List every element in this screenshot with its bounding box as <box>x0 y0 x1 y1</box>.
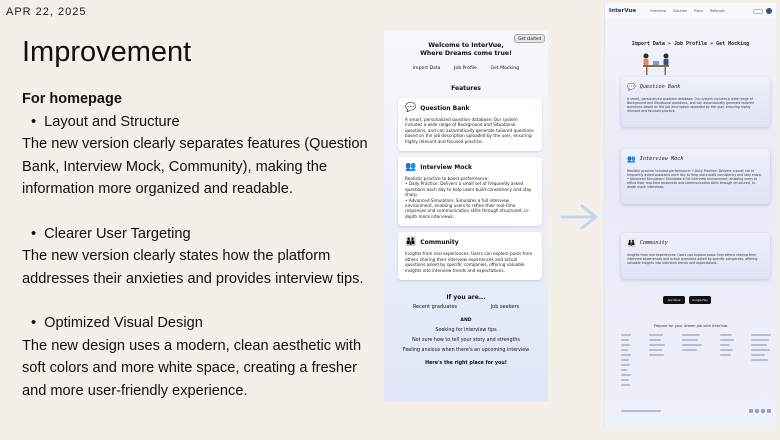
old-card-title: Community <box>420 238 459 246</box>
card-line: • Daily Practice: Delivers a small set of frequently asked questions each day to help users build consistency and stay sharp. <box>405 181 532 198</box>
new-card-title: Interview Mock <box>639 156 684 162</box>
card-line: A smart, personalized question database: Our system includes a wide range of Background and Situational questions, and can automatically generate tailored questions based on the job description uploaded by the user, ensuring highly relevant and focused practice. <box>405 117 534 144</box>
audience-graduates: Recent graduates <box>412 303 458 310</box>
question-bank-icon: 💬 <box>627 83 636 91</box>
old-homepage-screenshot <box>384 31 548 401</box>
bullet-visual: • Optimized Visual Design <box>22 312 378 335</box>
welcome-line-1: Welcome to InterVue, <box>428 42 504 49</box>
slide-content <box>22 88 378 402</box>
text-visual: The new design uses a modern, clean aesthetic with soft colors and more white space, creating a fresher and more user-friendly experience. <box>22 337 362 399</box>
new-homepage-screenshot <box>604 3 776 427</box>
social-icon[interactable] <box>767 409 771 413</box>
google-play-button[interactable]: Google Play <box>689 296 711 304</box>
footer-column <box>682 334 702 386</box>
social-icon[interactable] <box>761 409 765 413</box>
new-card-question-bank <box>621 77 770 127</box>
card-line: Insights from real experiences: Users can explore posts from others sharing their interview experiences and actual questions asked by specific companies, offering valuable insights into interview trends and expectations. <box>405 251 533 273</box>
new-topbar <box>605 3 776 19</box>
new-topright <box>753 8 772 14</box>
profile-avatar[interactable] <box>766 8 772 14</box>
new-nav-plans[interactable]: Plans <box>694 9 703 13</box>
new-nav-referrals[interactable]: Referrals <box>709 9 726 13</box>
new-steps: Import Data » Job Profile » Get Mocking <box>631 41 750 47</box>
old-features-heading: Features <box>451 85 481 92</box>
card-line: • Advanced Simulation: Simulates a full interview environment, enabling users to refine their real-time responses and communication skills through structured, in-depth mock interviews. <box>405 197 530 219</box>
concern-story: Not sure how to tell your story and strengths <box>412 337 520 343</box>
hero-illustration <box>637 51 675 77</box>
audience-job-seekers: Job seekers <box>490 303 520 310</box>
new-card-interview-mock <box>621 149 770 204</box>
card-line: Realistic practice to boost performance: <box>405 176 489 182</box>
footer-column <box>649 334 665 386</box>
slide-date: APR 22, 2025 <box>6 6 87 18</box>
old-card-title: Interview Mock <box>420 163 472 171</box>
arrow-right-icon <box>560 202 600 232</box>
question-bank-icon: 💬 <box>405 103 417 113</box>
old-and: AND <box>460 317 472 323</box>
store-buttons <box>663 296 711 304</box>
new-nav-solution[interactable]: Solution <box>673 9 687 13</box>
new-copyright-row <box>621 409 771 413</box>
get-started-badge[interactable]: Get started <box>514 34 545 43</box>
old-nav-profile[interactable]: Job Profile <box>454 66 477 71</box>
old-audiences <box>396 304 536 310</box>
new-card-title: Community <box>639 240 668 246</box>
new-card-body: Realistic practice to boost performance: • Daily Practice: Delivers a small set of frequently asked questions each day to help users build consistency and stay sharp. • Advanced Simulation: Simulates a full interview environment, enabling users to refine their real-time responses and communication skills through structured, in-depth mock interviews. <box>627 169 762 189</box>
footer-column <box>751 334 771 386</box>
text-targeting: The new version clearly states how the platform addresses their anxieties and provides interview tips. <box>22 248 364 287</box>
concern-tips: Seeking for interview tips <box>435 327 497 333</box>
welcome-line-2: Where Dreams come true! <box>420 50 512 57</box>
old-card-body <box>405 176 535 219</box>
old-card-title: Question Bank <box>420 104 470 112</box>
new-topnav <box>650 9 725 13</box>
social-icons <box>749 409 771 413</box>
old-welcome <box>384 42 548 58</box>
old-nav-import[interactable]: Import Data <box>412 66 441 71</box>
new-card-community <box>621 233 770 279</box>
slide-title: Improvement <box>22 36 192 68</box>
social-icon[interactable] <box>755 409 759 413</box>
footer-column <box>720 334 734 386</box>
bullet-targeting: • Clearer User Targeting <box>22 223 378 246</box>
old-card-question-bank <box>398 98 542 151</box>
community-icon: 👪 <box>405 237 417 248</box>
old-card-community <box>398 232 542 280</box>
old-you-are: If you are... <box>446 293 486 301</box>
new-prepare-text: Prepare for your dream job with InterVue. <box>653 324 729 328</box>
app-store-button[interactable]: App Store <box>663 296 685 304</box>
intervue-logo[interactable]: InterVue <box>609 8 637 14</box>
old-card-body <box>405 251 535 273</box>
new-card-body: A smart, personalized question database: Our system includes a wide range of Background and Situational questions, and can automatically generate tailored questions based on the job description uploaded by the user, ensuring highly relevant and focused practice. <box>627 97 754 113</box>
footer-column <box>621 334 631 386</box>
bullet-layout: • Layout and Structure <box>22 111 378 134</box>
old-card-body <box>405 117 535 144</box>
login-pill[interactable] <box>753 9 763 14</box>
social-icon[interactable] <box>749 409 753 413</box>
interview-mock-icon: 👥 <box>405 162 417 173</box>
new-nav-overview[interactable]: Overview <box>650 9 667 13</box>
interview-mock-icon: 👥 <box>627 155 636 163</box>
old-nav-mocking[interactable]: Get Mocking <box>490 66 520 71</box>
old-card-interview-mock <box>398 157 542 226</box>
old-final: Here's the right place for you! <box>425 360 507 366</box>
text-layout: The new version clearly separates features (Question Bank, Interview Mock, Community), making the information more organized and readable. <box>22 136 368 197</box>
old-nav <box>406 66 526 71</box>
community-icon: 👪 <box>627 239 636 247</box>
slide-subhead: For homepage <box>22 91 122 107</box>
new-card-title: Question Bank <box>639 84 681 90</box>
new-footer <box>621 334 771 386</box>
new-card-body: Insights from real experiences: Users can explore posts from others sharing their interview experiences and actual questions asked by specific companies, offering valuable insights into interview trends and expectations. <box>627 253 758 265</box>
concern-anxious: Feeling anxious when there's an upcoming interview <box>402 347 530 353</box>
copyright-placeholder <box>621 410 661 412</box>
